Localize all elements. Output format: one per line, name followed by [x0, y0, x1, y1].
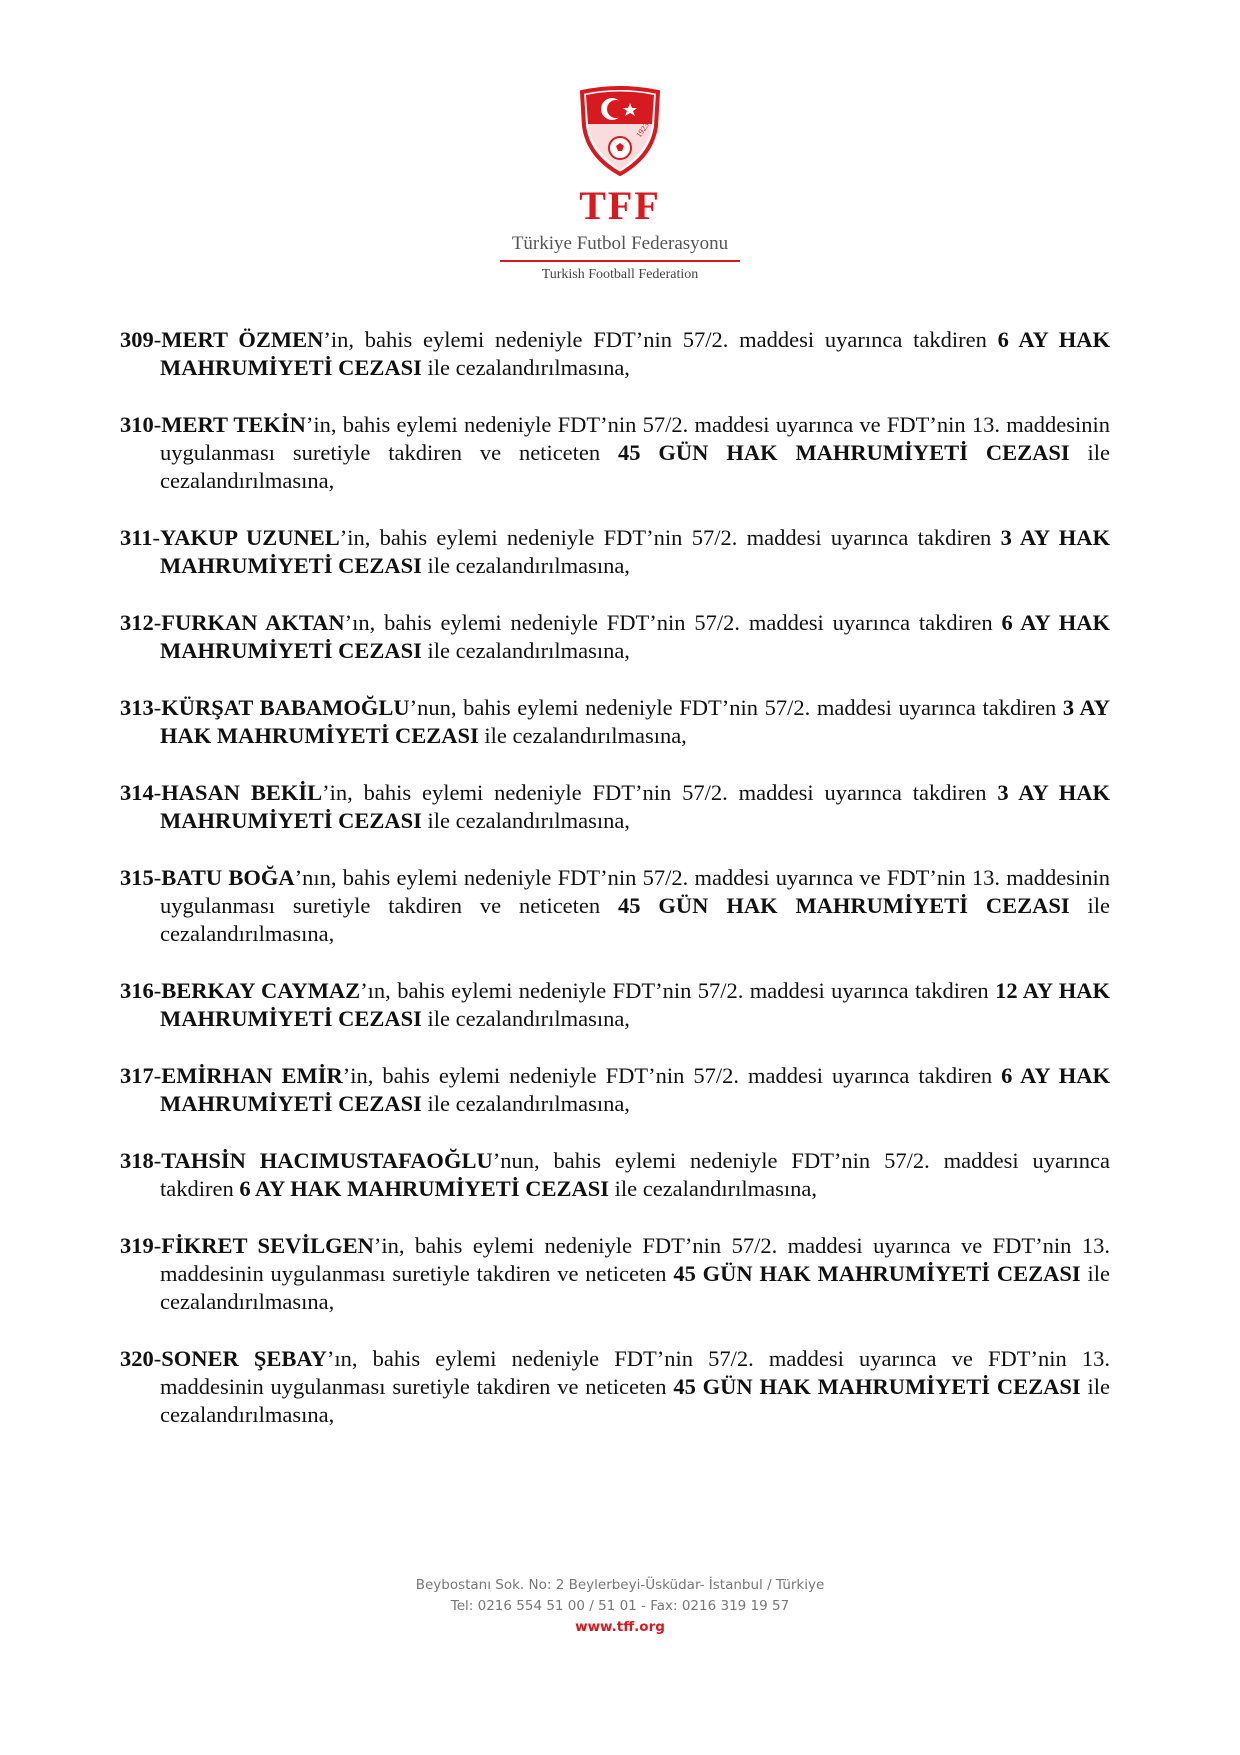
person-name: TAHSİN HACIMUSTAFAOĞLU [161, 1148, 493, 1173]
decision-item: 311-YAKUP UZUNEL’in, bahis eylemi nedeniyle FDT’nin 57/2. maddesi uyarınca takdiren 3 AY HAK MAHRUMİYETİ CEZASI ile cezalandırılmasına, [120, 525, 1110, 578]
decision-text: ’in, bahis eylemi nedeniyle FDT’nin 57/2. maddesi uyarınca ve FDT’nin 13. maddesinin uygulanması suretiyle takdiren ve neticeten [160, 1233, 1110, 1286]
emblem-year: 1923 [634, 120, 651, 140]
decision-item: 315-BATU BOĞA’nın, bahis eylemi nedeniyle FDT’nin 57/2. maddesi uyarınca ve FDT’nin 13. maddesinin uygulanması suretiyle takdiren ve neticeten 45 GÜN HAK MAHRUMİYETİ CEZASI ile cezalandırılmasına, [120, 865, 1110, 946]
decision-ending: ile cezalandırılmasına, [421, 1091, 630, 1116]
decision-number: 314 [120, 780, 154, 805]
decision-ending: ile cezalandırılmasına, [160, 893, 1110, 946]
decision-item: 317-EMİRHAN EMİR’in, bahis eylemi nedeniyle FDT’nin 57/2. maddesi uyarınca takdiren 6 AY HAK MAHRUMİYETİ CEZASI ile cezalandırılmasına, [120, 1063, 1111, 1116]
person-name: SONER ŞEBAY [161, 1346, 327, 1371]
penalty: 6 AY HAK MAHRUMİYETİ CEZASI [239, 1176, 609, 1201]
penalty: 45 GÜN HAK MAHRUMİYETİ CEZASI [673, 1261, 1081, 1286]
decision-number: 320 [120, 1346, 154, 1371]
penalty: 3 AY HAK MAHRUMİYETİ CEZASI [160, 525, 1110, 578]
decision-item: 312-FURKAN AKTAN’ın, bahis eylemi nedeniyle FDT’nin 57/2. maddesi uyarınca takdiren 6 AY HAK MAHRUMİYETİ CEZASI ile cezalandırılmasına, [120, 610, 1110, 663]
org-english-name: Turkish Football Federation [541, 267, 699, 282]
decision-number: 319 [120, 1233, 154, 1258]
decision-item: 314-HASAN BEKİL’in, bahis eylemi nedeniyle FDT’nin 57/2. maddesi uyarınca takdiren 3 AY HAK MAHRUMİYETİ CEZASI ile cezalandırılmasına, [120, 780, 1110, 833]
footer-website-link[interactable]: www.tff.org [575, 1619, 665, 1635]
decision-text: ’in, bahis eylemi nedeniyle FDT’nin 57/2. maddesi uyarınca takdiren [339, 525, 1001, 550]
decision-item: 316-BERKAY CAYMAZ’ın, bahis eylemi nedeniyle FDT’nin 57/2. maddesi uyarınca takdiren 12 AY HAK MAHRUMİYETİ CEZASI ile cezalandırılmasına, [120, 978, 1110, 1031]
person-name: FURKAN AKTAN [161, 610, 345, 635]
decision-ending: ile cezalandırılmasına, [478, 723, 687, 748]
person-name: EMİRHAN EMİR [161, 1063, 343, 1088]
decision-item: 318-TAHSİN HACIMUSTAFAOĞLU’nun, bahis eylemi nedeniyle FDT’nin 57/2. maddesi uyarınca takdiren 6 AY HAK MAHRUMİYETİ CEZASI ile cezalandırılmasına, [120, 1148, 1110, 1201]
decision-number: 316 [120, 978, 154, 1003]
decision-item: 313-KÜRŞAT BABAMOĞLU’nun, bahis eylemi nedeniyle FDT’nin 57/2. maddesi uyarınca takdiren 3 AY HAK MAHRUMİYETİ CEZASI ile cezalandırılmasına, [120, 695, 1110, 748]
decision-text: ’in, bahis eylemi nedeniyle FDT’nin 57/2. maddesi uyarınca takdiren [323, 327, 998, 352]
decision-text: ’nın, bahis eylemi nedeniyle FDT’nin 57/2. maddesi uyarınca ve FDT’nin 13. maddesinin uygulanması suretiyle takdiren ve neticeten [160, 865, 1110, 918]
penalty: 12 AY HAK MAHRUMİYETİ CEZASI [160, 978, 1110, 1031]
penalty: 45 GÜN HAK MAHRUMİYETİ CEZASI [618, 440, 1070, 465]
penalty: 6 AY HAK MAHRUMİYETİ CEZASI [160, 610, 1110, 663]
decision-number: 311 [120, 525, 153, 550]
decision-text: ’ın, bahis eylemi nedeniyle FDT’nin 57/2. maddesi uyarınca takdiren [344, 610, 1002, 635]
person-name: KÜRŞAT BABAMOĞLU [161, 695, 410, 720]
penalty: 3 AY HAK MAHRUMİYETİ CEZASI [160, 780, 1110, 833]
decision-number: 318 [120, 1148, 154, 1173]
decision-ending: ile cezalandırılmasına, [160, 1374, 1110, 1427]
person-name: YAKUP UZUNEL [160, 525, 340, 550]
org-full-name: Türkiye Futbol Federasyonu [511, 233, 729, 254]
tff-crest-icon [578, 86, 662, 176]
penalty: 45 GÜN HAK MAHRUMİYETİ CEZASI [618, 893, 1070, 918]
decision-item: 320-SONER ŞEBAY’ın, bahis eylemi nedeniyle FDT’nin 57/2. maddesi uyarınca ve FDT’nin 13. maddesinin uygulanması suretiyle takdiren ve neticeten 45 GÜN HAK MAHRUMİYETİ CEZASI ile cezalandırılmasına, [120, 1346, 1110, 1427]
decision-number: 315 [120, 865, 154, 890]
decision-ending: ile cezalandırılmasına, [421, 638, 630, 663]
decision-ending: ile cezalandırılmasına, [160, 1261, 1110, 1314]
person-name: BATU BOĞA [161, 865, 295, 890]
person-name: BERKAY CAYMAZ [161, 978, 361, 1003]
person-name: MERT TEKİN [161, 412, 306, 437]
decision-number: 313 [120, 695, 154, 720]
footer [0, 1575, 1240, 1638]
decision-text: ’ın, bahis eylemi nedeniyle FDT’nin 57/2. maddesi uyarınca takdiren [360, 978, 996, 1003]
decision-ending: ile cezalandırılmasına, [608, 1176, 818, 1201]
decision-text: ’ın, bahis eylemi nedeniyle FDT’nin 57/2. maddesi uyarınca ve FDT’nin 13. maddesinin uygulanması suretiyle takdiren ve neticeten [160, 1346, 1110, 1399]
decision-number: 310 [120, 412, 154, 437]
person-name: HASAN BEKİL [161, 780, 323, 805]
decision-ending: ile cezalandırılmasına, [160, 440, 1110, 493]
decision-number: 312 [120, 610, 154, 635]
decision-ending: ile cezalandırılmasına, [421, 355, 630, 380]
penalty: 6 AY HAK MAHRUMİYETİ CEZASI [160, 1063, 1111, 1116]
header-divider [500, 260, 740, 262]
person-name: MERT ÖZMEN [161, 327, 324, 352]
org-short-name: TFF [579, 183, 661, 228]
footer-address: Beybostanı Sok. No: 2 Beylerbeyi-Üsküdar- İstanbul / Türkiye [415, 1577, 825, 1593]
decision-list [120, 326, 1110, 1458]
decision-ending: ile cezalandırılmasına, [421, 808, 630, 833]
penalty: 6 AY HAK MAHRUMİYETİ CEZASI [160, 327, 1110, 380]
decision-text: ’in, bahis eylemi nedeniyle FDT’nin 57/2. maddesi uyarınca ve FDT’nin 13. maddesinin uygulanması suretiyle takdiren ve neticeten [160, 412, 1110, 465]
letterhead [0, 86, 1240, 282]
decision-number: 317 [120, 1063, 154, 1088]
penalty: 45 GÜN HAK MAHRUMİYETİ CEZASI [673, 1374, 1081, 1399]
decision-text: ’nun, bahis eylemi nedeniyle FDT’nin 57/2. maddesi uyarınca takdiren [160, 1148, 1110, 1201]
footer-contact: Tel: 0216 554 51 00 / 51 01 - Fax: 0216 319 19 57 [450, 1598, 790, 1614]
decision-text: ’in, bahis eylemi nedeniyle FDT’nin 57/2. maddesi uyarınca takdiren [322, 780, 998, 805]
decision-text: ’in, bahis eylemi nedeniyle FDT’nin 57/2. maddesi uyarınca takdiren [342, 1063, 1002, 1088]
decision-text: ’nun, bahis eylemi nedeniyle FDT’nin 57/2. maddesi uyarınca takdiren [409, 695, 1063, 720]
person-name: FİKRET SEVİLGEN [161, 1233, 374, 1258]
penalty: 3 AY HAK MAHRUMİYETİ CEZASI [160, 695, 1110, 748]
decision-item: 309-MERT ÖZMEN’in, bahis eylemi nedeniyle FDT’nin 57/2. maddesi uyarınca takdiren 6 AY HAK MAHRUMİYETİ CEZASI ile cezalandırılmasına, [120, 327, 1110, 380]
decision-ending: ile cezalandırılmasına, [421, 1006, 630, 1031]
decision-item: 319-FİKRET SEVİLGEN’in, bahis eylemi nedeniyle FDT’nin 57/2. maddesi uyarınca ve FDT’nin 13. maddesinin uygulanması suretiyle takdiren ve neticeten 45 GÜN HAK MAHRUMİYETİ CEZASI ile cezalandırılmasına, [120, 1233, 1110, 1314]
decision-ending: ile cezalandırılmasına, [421, 553, 630, 578]
decision-item: 310-MERT TEKİN’in, bahis eylemi nedeniyle FDT’nin 57/2. maddesi uyarınca ve FDT’nin 13. maddesinin uygulanması suretiyle takdiren ve neticeten 45 GÜN HAK MAHRUMİYETİ CEZASI ile cezalandırılmasına, [120, 412, 1110, 493]
decision-number: 309 [120, 327, 154, 352]
